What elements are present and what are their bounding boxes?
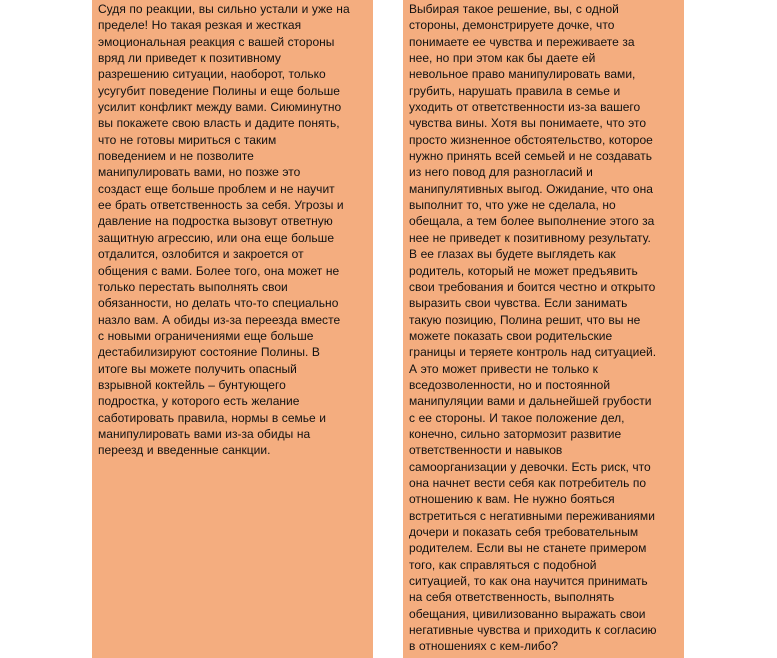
left-line-10: поведением и не позволите xyxy=(98,149,254,164)
right-line-8: чувства вины. Хотя вы понимаете, что это xyxy=(409,116,647,131)
right-line-29: самоорганизации у девочки. Есть риск, что xyxy=(409,459,651,474)
right-text-panel xyxy=(403,0,684,658)
right-line-18: свои требования и боится честно и открыто xyxy=(409,279,656,294)
left-line-14: давление на подростка вызовут ответную xyxy=(98,214,333,229)
right-line-26: с ее стороны. И такое положение дел, xyxy=(409,410,625,425)
left-line-22: дестабилизируют состояние Полины. В xyxy=(98,345,320,360)
right-line-27: конечно, сильно затормозит развитие xyxy=(409,426,622,441)
right-line-34: родителем. Если вы не станете примером xyxy=(409,541,647,556)
right-line-32: встретиться с негативными переживаниями xyxy=(409,508,655,523)
left-line-27: манипулировать вами из-за обиды на xyxy=(98,426,311,441)
right-line-3: понимаете ее чувства и переживаете за xyxy=(409,34,635,49)
right-line-14: обещала, а тем более выполнение этого за xyxy=(409,214,655,229)
right-line-12: манипулятивных выгод. Ожидание, что она xyxy=(409,181,653,196)
left-line-19: обязанности, но делать что-то специально xyxy=(98,296,339,311)
left-line-4: вряд ли приведет к позитивному xyxy=(98,51,281,66)
left-line-23: итоге вы можете получить опасный xyxy=(98,361,297,376)
left-line-2: пределе! Но такая резкая и жесткая xyxy=(98,18,302,33)
left-line-13: ее брать ответственность за себя. Угрозы и xyxy=(98,198,344,213)
left-panel-text xyxy=(98,1,367,459)
right-line-6: грубить, нарушать правила в семье и xyxy=(409,83,621,98)
left-line-26: саботировать правила, нормы в семье и xyxy=(98,410,327,425)
right-line-20: такую позицию, Полина решит, что вы не xyxy=(409,312,641,327)
left-line-24: взрывной коктейль – бунтующего xyxy=(98,377,286,392)
right-line-16: В ее глазах вы будете выглядеть как xyxy=(409,247,616,262)
right-line-5: невольное право манипулировать вами, xyxy=(409,67,636,82)
right-line-33: дочери и показать себя требовательным xyxy=(409,525,639,539)
left-line-5: разрешению ситуации, наоборот, только xyxy=(98,67,326,82)
right-line-28: ответственности и навыков xyxy=(409,443,563,458)
right-line-35: того, как справляться с подобной xyxy=(409,557,597,572)
right-line-39: негативные чувства и приходить к согласию xyxy=(409,623,657,638)
left-line-18: только перестать выполнять свои xyxy=(98,279,288,294)
left-line-8: вы покажете свою власть и дадите понять, xyxy=(98,116,340,131)
right-line-23: А это может привести не только к xyxy=(409,361,598,376)
left-line-21: с новыми ограничениями еще больше xyxy=(98,328,314,343)
right-line-38: обещания, цивилизованно выражать свои xyxy=(409,606,646,621)
right-line-4: нее, но при этом как бы даете ей xyxy=(409,51,596,66)
right-line-30: она начнет вести себя как потребитель по xyxy=(409,475,647,490)
left-line-11: манипулировать вами, но позже это xyxy=(98,165,301,180)
left-line-9: что не готовы мириться с таким xyxy=(98,132,277,147)
right-line-24: вседозволенности, но и постоянной xyxy=(409,377,611,392)
left-text-panel xyxy=(92,0,373,658)
left-line-6: усугубит поведение Полины и еще больше xyxy=(98,83,340,98)
right-line-22: границы и теряете контроль над ситуацией. xyxy=(409,345,657,360)
right-line-25: манипуляции вами и дальнейшей грубости xyxy=(409,394,652,409)
right-line-7: уходить от ответственности из-за вашего xyxy=(409,100,641,115)
right-line-11: из него повод для разногласий и xyxy=(409,165,593,180)
right-line-19: выразить свои чувства. Если занимать xyxy=(409,296,628,311)
left-line-3: эмоциональная реакция с вашей стороны xyxy=(98,34,335,49)
left-line-12: создаст еще больше проблем и не научит xyxy=(98,181,335,196)
left-line-16: отдалится, озлобится и закроется от xyxy=(98,247,304,262)
left-line-15: защитную агрессию, или она еще больше xyxy=(98,230,335,245)
right-line-9: просто жизненное обстоятельство, которое xyxy=(409,132,653,147)
left-line-17: общения с вами. Более того, она может не xyxy=(98,263,340,278)
right-line-36: ситуацией, то как она научится принимать xyxy=(409,574,648,589)
right-line-31: отношению к вам. Не нужно бояться xyxy=(409,492,615,507)
left-line-28: переезд и введенные санкции. xyxy=(98,443,271,458)
right-line-21: можете показать свои родительские xyxy=(409,328,613,343)
right-panel-text xyxy=(409,1,678,655)
left-line-7: усилит конфликт между вами. Сиюминутно xyxy=(98,100,342,115)
right-line-10: нужно принять всей семьей и не создавать xyxy=(409,149,653,164)
left-line-1: Судя по реакции, вы сильно устали и уже на xyxy=(98,2,350,16)
right-line-17: родитель, который не может предъявить xyxy=(409,263,638,278)
right-line-37: на себя ответственность, выполнять xyxy=(409,590,615,605)
left-line-25: подростка, у которого есть желание xyxy=(98,394,300,409)
right-line-13: выполнит то, что уже не сделала, но xyxy=(409,198,616,213)
left-line-20: назло вам. А обиды из-за переезда вместе xyxy=(98,312,341,327)
right-line-15: нее не приведет к позитивному результату. xyxy=(409,230,651,245)
right-line-2: стороны, демонстрируете дочке, что xyxy=(409,18,615,33)
right-line-40: в отношениях с кем-либо? xyxy=(409,639,559,654)
right-line-1: Выбирая такое решение, вы, с одной xyxy=(409,2,619,16)
